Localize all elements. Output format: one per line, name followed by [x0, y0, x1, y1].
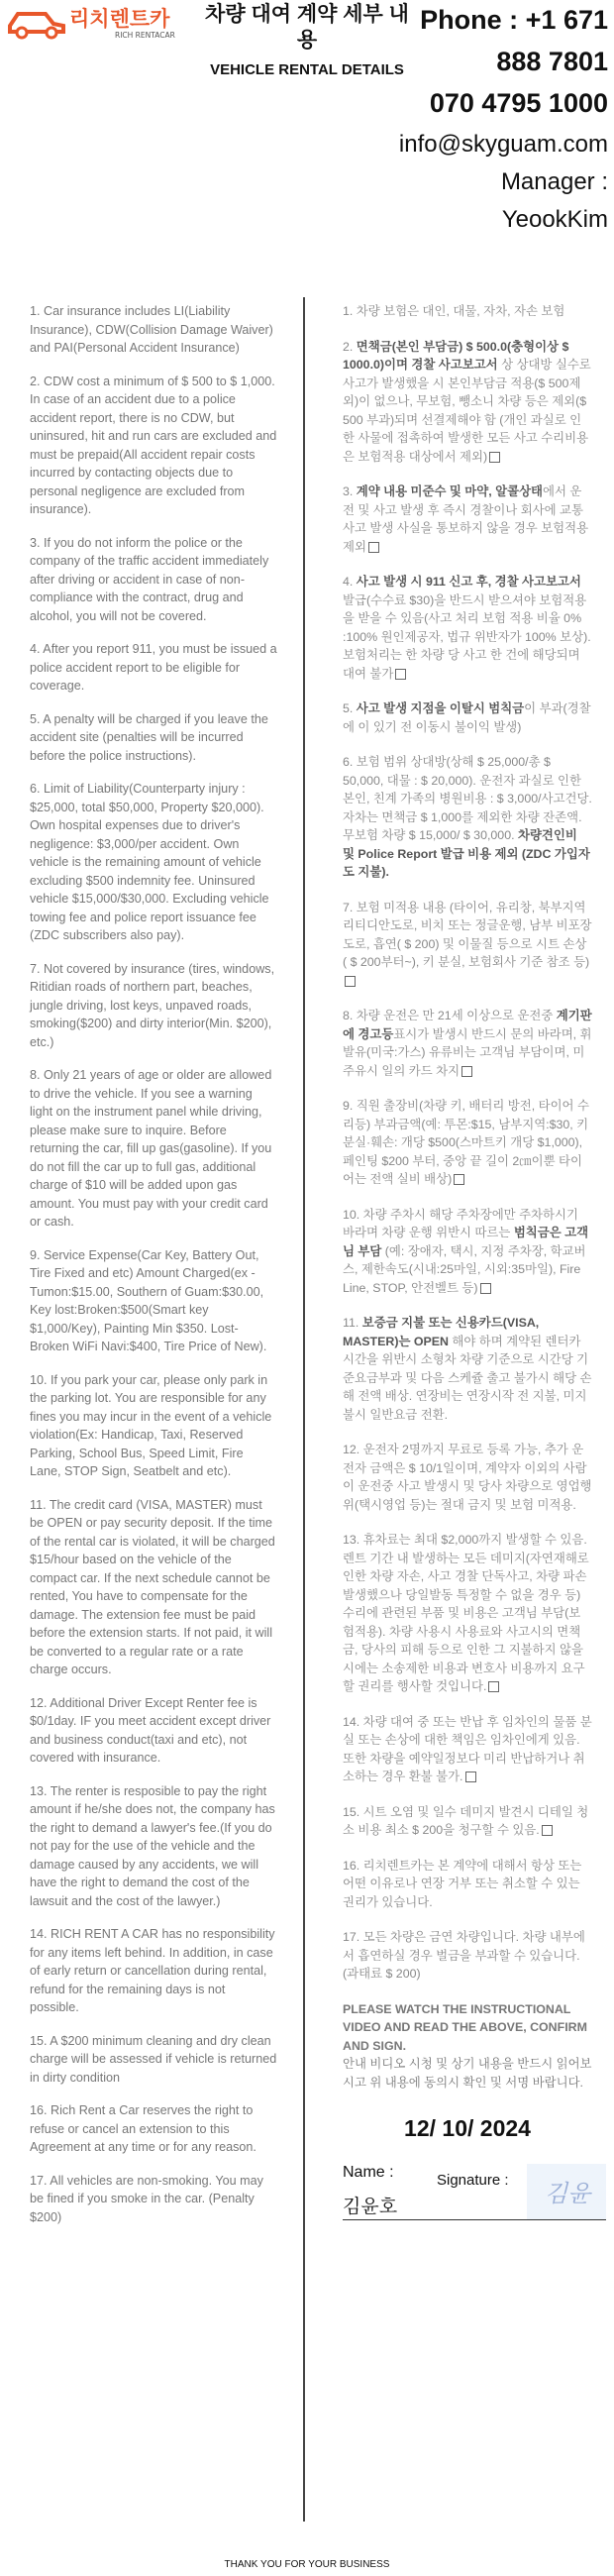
term-kr — [343, 1314, 592, 1424]
term-kr-emphasis: 사고 발생 시 911 신고 후, 경찰 사고보고서 — [356, 575, 581, 589]
term-kr-text: 6. 보험 범위 상대방(상해 $ 25,000/총 $ 50,000, 대물 : $ 20,000). 운전자 과실로 인한 본인, 친계 가족의 병원비용 : $ 3,000/사고건당. 자차는 면책금 $ 1,000를 제외한 차량 잔존액. 무보험 차량 $ 15,000/ $ 30,000. — [343, 755, 592, 842]
checkbox-icon[interactable] — [465, 1771, 476, 1782]
term-en: 4. After you report 911, you must be issued a police accident report to be eligible for coverage. — [30, 642, 277, 693]
footer: THANK YOU FOR YOUR BUSINESS — [224, 2559, 390, 2570]
term-kr-text: 5. — [343, 701, 357, 715]
term-kr-emphasis: 차량견인비 및 Police Report 발급 비용 제외 (ZDC 가입자도 지불). — [343, 828, 590, 879]
term-kr-text: 표시가 발생시 반드시 문의 바라며, 휘발유(미국:가스) 유류비는 고객님 부담이며, 미주유시 일의 카드 차지 — [343, 1026, 592, 1078]
term-kr-text: 1. 차량 보험은 대인, 대물, 자차, 자손 보험 — [343, 304, 565, 318]
term-kr-emphasis: 면책금(본인 부담금) $ 500.0(충형이상 $ 1000.0)이며 경찰 사고보고서 — [343, 339, 569, 372]
checkbox-icon[interactable] — [489, 452, 500, 463]
signature-label: Signature : — [437, 2172, 509, 2189]
term-en: 16. Rich Rent a Car reserves the right to refuse or cancel an extension to this Agreement at any time or for any reason. — [30, 2103, 256, 2154]
term-kr — [343, 899, 592, 991]
term-kr-text: 해야 하며 계약된 렌터카 시간을 위반시 소형차 차량 기준으로 시간당 기준요금부과 및 다음 스케쥴 출고 불가시 해당 손해 전액 배상. 연장비는 연장시작 전 지불, 미지불시 일반요금 전환. — [343, 1334, 592, 1422]
term-en: 15. A $200 minimum cleaning and dry clean charge will be assessed if vehicle is returned in dirty condition — [30, 2033, 277, 2085]
term-en: 11. The credit card (VISA, MASTER) must be OPEN or pay security deposit. If the time of the rental car is violated, it will be charged $15/hour based on the vehicle of the compact car. If the next schedule cannot be rented, You have to compensate for the damage. The extension fee must be paid before the extension starts. If not paid, it will be converted to a regular rate or a rate charge occurs. — [30, 1497, 275, 1676]
contact-info — [390, 2, 608, 236]
term-kr — [343, 483, 592, 556]
instruction-kr: 안내 비디오 시청 및 상기 내용을 반드시 읽어보시고 위 내용에 동의시 확인 및 서명 바랍니다. — [343, 2057, 592, 2090]
term-kr — [343, 1531, 592, 1696]
signature-box[interactable] — [527, 2164, 606, 2219]
term-kr — [343, 753, 592, 882]
contract-date: 12/ 10/ 2024 — [404, 2115, 531, 2141]
checkbox-icon[interactable] — [480, 1283, 491, 1294]
signature-area — [343, 2164, 592, 2223]
logo-sub: RICH RENTACAR — [115, 31, 175, 40]
page-title-en: VEHICLE RENTAL DETAILS — [210, 61, 404, 78]
term-en: 6. Limit of Liability(Counterparty injury : $25,000, total $50,000, Property $20,000). Own hospital expenses due to driver's negligence: $3,000/per accident. Own vehicle is the remaining amount of vehicle excluding $500 indemnity fee. Uninsured vehicle $15,000/$30,000. Excluding vehicle towing fee and police report issuance fee (ZDC subscribers also pay). — [30, 782, 269, 942]
column-divider — [303, 297, 305, 2522]
title-block — [203, 2, 411, 78]
car-logo-icon — [8, 2, 206, 42]
term-kr-emphasis: 범칙금은 고객님 부담 — [343, 1226, 589, 1258]
term-kr-text: 7. 보험 미적용 내용 (타이어, 유리창, 북부지역 리티디안도로, 비치 또는 정글운행, 남부 비포장도로, 흡연( $ 200) 및 이물질 등으로 시트 손상 ( $ 200부터~), 키 분실, 보험회사 기준 참조 등) — [343, 900, 592, 969]
term-kr-text: 에서 운전 및 사고 발생 후 즉시 경찰이나 회사에 교통 사고 발생 사실을 통보하지 않을 경우 보험적용 제외 — [343, 484, 589, 554]
term-kr — [343, 1803, 592, 1840]
term-kr-text: 3. — [343, 484, 357, 498]
term-kr-text: 17. 모든 차량은 금연 차량입니다. 차량 내부에서 흡연하실 경우 벌금을 부과할 수 있습니다. (과태료 $ 200) — [343, 1930, 585, 1981]
term-en: 8. Only 21 years of age or older are allowed to drive the vehicle. If you see a warning light on the instrument panel while driving, please make sure to inquire. Before returning the car, fill up gas(gasoline). If you do not fill the car up to full gas, additional charge of $10 will be added upon gas amount. You must pay with your credit card or cash. — [30, 1068, 272, 1229]
term-en: 3. If you do not inform the police or the company of the traffic accident immediately after driving or accident in case of non-compliance with the contract, drug and alcohol, you will not be covered. — [30, 535, 269, 623]
term-kr — [343, 1206, 592, 1298]
term-kr-text: 8. 차량 운전은 만 21세 이상으로 운전중 — [343, 1009, 557, 1022]
term-kr-text: 16. 리치렌트카는 본 계약에 대해서 항상 또는 어떤 이유로나 연장 거부 또는 취소할 수 있는 권리가 있습니다. — [343, 1858, 582, 1909]
term-kr — [343, 573, 592, 683]
term-kr-text: 13. 휴차료는 최대 $2,000까지 발생할 수 있음. 렌트 기간 내 발생하는 모든 데미지(자연재해로 인한 차량 자손, 사고 경찰 단독사고, 차량 파손 발생했으나 당일발동 특정할 수 없을 경우 등) 수리에 관련된 부품 및 비용은 고객님 부담(보험적용). 차량 사용시 사용료와 사고시의 면책금, 당사의 피해 등으로 인한 그 지불하지 않을 시에는 소송제한 비용과 변호사 비용까지 요구할 권리를 행사할 것입니다. — [343, 1533, 589, 1693]
name-label: Name : — [343, 2164, 394, 2181]
checkbox-icon[interactable] — [454, 1174, 464, 1185]
logo — [8, 2, 206, 40]
term-kr-text: 12. 운전자 2명까지 무료로 등록 가능, 추가 운전자 금액은 $ 10/1일이며, 계약자 이외의 사람이 운전중 사고 발생시 및 당사 차량으로 영업행위(택시영업 등)는 절대 금지 및 보험 미적용. — [343, 1443, 592, 1512]
term-en: 14. RICH RENT A CAR has no responsibility for any items left behind. In addition, in case of early return or cancellation during rental, refund for the remaining days is not possible. — [30, 1927, 275, 2014]
term-kr — [343, 302, 592, 321]
signature-scribble — [527, 2164, 606, 2219]
phone-number-1: 888 7801 — [496, 47, 608, 76]
phone-number-2: 070 4795 1000 — [429, 88, 608, 118]
term-en: 7. Not covered by insurance (tires, windows, Ritidian roads of northern part, beaches, jungle driving, lost keys, unpaved roads, smoking($200) and dirty interior(Min. $200), etc.) — [30, 961, 275, 1049]
term-kr — [343, 1441, 592, 1514]
term-kr-text: 9. 직원 출장비(차량 키, 배터리 방전, 타이어 수리등) 부과금액(예: 투몬:$15, 남부지역:$30, 키분실·훼손: 개당 $500(스마트키 개당 $1,000), 페인팅 $200 부터, 중앙 끝 길이 2㎝이뿐 타이어는 전액 실비 배상) — [343, 1099, 589, 1186]
checkbox-icon[interactable] — [542, 1825, 553, 1836]
term-kr-text: 상 상대방 실수로 사고가 발생했을 시 본인부담금 적용($ 500제외)이 없으나, 무보험, 뺑소니 차량 등은 제외($ 500 부과)되며 선결제해야 함 (개인 과실로 인한 사물에 접촉하여 발생한 모든 사고 수리비용은 보험적용 대상에서 제외) — [343, 358, 591, 464]
term-kr — [343, 338, 592, 467]
logo-brand: 리치렌트카 — [69, 7, 170, 31]
term-kr — [343, 1713, 592, 1786]
terms-korean — [343, 302, 592, 2223]
term-kr — [343, 1007, 592, 1080]
term-kr-text: 15. 시트 오염 및 일수 데미지 발견시 디테일 청소 비용 최소 $ 200을 청구할 수 있음. — [343, 1804, 589, 1837]
term-kr-text: (예: 장애자, 택시, 지정 주차장, 학교버스, 제한속도(시내:25마일, 시외:35마일), Fire Line, STOP, 안전벨트 등) — [343, 1243, 586, 1295]
term-kr-text: 10. 차량 주차시 해당 주차장에만 주차하시기 바라며 차량 운행 위반시 따르는 — [343, 1207, 578, 1239]
term-en: 1. Car insurance includes LI(Liability Insurance), CDW(Collision Damage Waiver) and PAI(Personal Accident Insurance) — [30, 304, 273, 355]
term-kr — [343, 1097, 592, 1189]
instruction-en: PLEASE WATCH THE INSTRUCTIONAL VIDEO AND READ THE ABOVE, CONFIRM AND SIGN. — [343, 2001, 587, 2053]
term-kr-emphasis: 보증금 지불 또는 신용카드(VISA, MASTER)는 OPEN — [343, 1316, 540, 1348]
term-kr-text: 11. — [343, 1316, 362, 1330]
manager-name: YeookKim — [501, 206, 608, 233]
term-kr-text: 발급(수수료 $30)을 반드시 받으셔야 보험적용을 받을 수 있음(사고 처리 보험 적용 비율 0% :100% 원인제공자, 법규 위반자가 100% 보상). 보험처리는 한 차량 당 사고 한 건에 해당되며 대여 불가 — [343, 592, 591, 681]
term-en: 10. If you park your car, please only park in the parking lot. You are responsible for any fines you may incur in the event of a vehicle violation(Ex: Handicap, Taxi, Reserved Parking, School Bus, Speed Limit, Fire Lane, STOP Sign, Seatbelt and etc). — [30, 1372, 272, 1478]
term-en: 12. Additional Driver Except Renter fee is $0/1day. IF you meet accident except driver and business conduct(taxi and etc), not covered with insurance. — [30, 1695, 271, 1765]
name-value: 김윤호 — [343, 2197, 398, 2217]
signature-text: 김윤 — [545, 2180, 591, 2207]
term-kr — [343, 1928, 592, 1984]
checkbox-icon[interactable] — [368, 542, 379, 553]
manager-label: Manager : — [500, 168, 608, 195]
terms-english — [30, 302, 277, 2241]
term-kr-text: 4. — [343, 575, 357, 589]
term-kr — [343, 699, 592, 736]
checkbox-icon[interactable] — [488, 1681, 499, 1692]
term-kr-text: 2. — [343, 339, 357, 354]
header — [0, 0, 614, 238]
term-en: 17. All vehicles are non-smoking. You may be fined if you smoke in the car. (Penalty $200) — [30, 2173, 263, 2224]
term-en: 13. The renter is resposible to pay the right amount if he/she does not, the company has the right to demand a lawyer's fee.(If you do not pay for the use of the vehicle and the damage caused by any accidents, we will have the right to demand the cost of the lawsuit and the cost of the lawyer.) — [30, 1783, 275, 1908]
term-kr-text: 이 부과(경찰에 이 있기 전 이동시 불이익 발생) — [343, 701, 591, 734]
checkbox-icon[interactable] — [461, 1066, 472, 1077]
checkbox-icon[interactable] — [345, 976, 356, 987]
term-kr-emphasis: 계약 내용 미준수 및 마약, 알콜상태 — [356, 484, 544, 498]
phone-label: Phone : +1 671 — [420, 5, 608, 35]
term-kr-emphasis: 사고 발생 지점을 이탈시 범칙금 — [356, 701, 525, 715]
email: info@skyguam.com — [398, 131, 608, 158]
term-en: 2. CDW cost a minimum of $ 500 to $ 1,000. In case of an accident due to a police accident report, there is no CDW, but uninsured, hit and run cars are excluded and must be prepaid(All accident repair costs incurred by contacting objects due to personal negligence are excluded from insurance). — [30, 374, 277, 516]
term-kr-emphasis: 계기판에 경고등 — [343, 1009, 592, 1041]
term-kr-text: 14. 차량 대여 중 또는 반납 후 임차인의 물품 분실 또는 손상에 대한 책임은 임차인에게 있음. 또한 차량을 예약일정보다 미리 반납하거나 취소하는 경우 환불 불가. — [343, 1714, 592, 1783]
term-en: 5. A penalty will be charged if you leave the accident site (penalties will be incurred before the police instructions). — [30, 711, 268, 763]
checkbox-icon[interactable] — [395, 669, 406, 680]
term-kr — [343, 1857, 592, 1912]
signature-line — [343, 2219, 606, 2220]
page-title-kr: 차량 대여 계약 세부 내용 — [205, 3, 409, 52]
term-en: 9. Service Expense(Car Key, Battery Out, Tire Fixed and etc) Amount Charged(ex - Tumon:$15.00, Southern of Guam:$30.00, Key lost:Broken:$500(Smart key $1,000/Key), Painting Min $350. Lost-Broken WiFi Navi:$400, Tire Price of New). — [30, 1247, 267, 1353]
